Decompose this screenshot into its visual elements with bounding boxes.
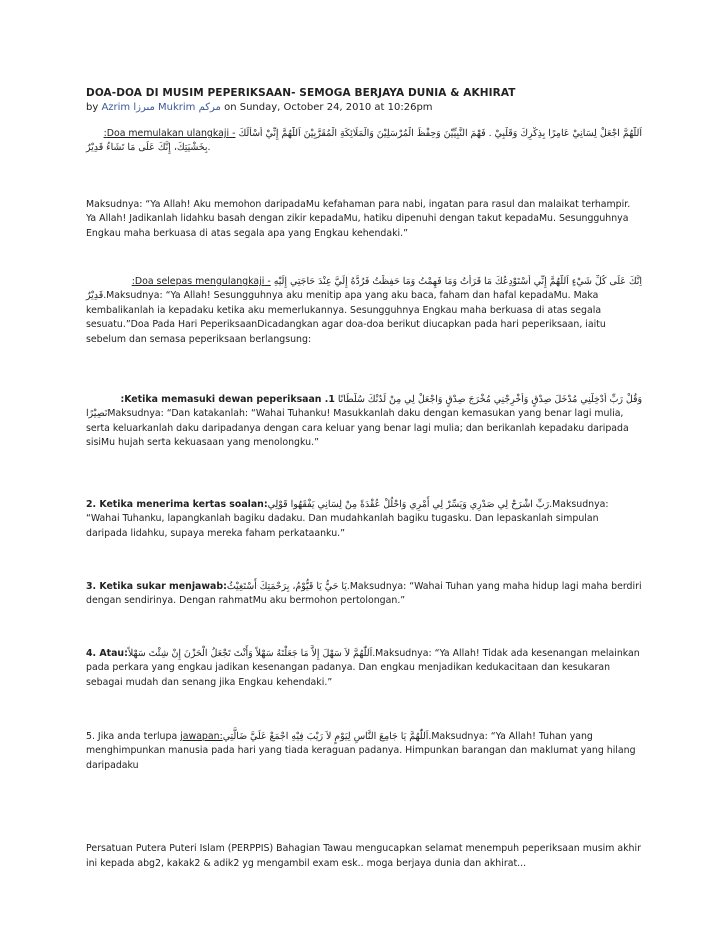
item-4-heading: 4. Atau: (86, 647, 128, 659)
meaning-text: Maksudnya: “Ya Allah! Sesungguhnya aku menitip apa yang aku baca, faham dan hafal kepadaMu. Maka kembalikanlah ia kepadaku ketika aku memerlukannya. Sesungguhnya Engkau maha berkuasa di atas segala sesuatu.”Doa Pada Hari PeperiksaanDicadangkan agar doa-doa berikut diucapkan pada hari peperiksaan, iaitu sebelum dan semasa peperiksaan berlangsung: (86, 290, 606, 345)
post-content (86, 86, 642, 871)
arabic-text: اَللّٰهُمَّ يَا جَامِعَ النَّاسِ لِيَوْمٍ لاَ رَيْبَ فِيْهِ اجْمَعْ عَلَيَّ ضَالَّتِي. (222, 730, 432, 742)
post-byline (86, 101, 642, 114)
doa-memulakan (86, 127, 642, 156)
doa-memulakan-arabic-line (86, 127, 642, 141)
meaning-text: Maksudnya: “Dan katakanlah: “Wahai Tuhanku! Masukkanlah daku dengan kemasukan yang benar lagi mulia, serta keluarkanlah daku daripadanya dengan cara keluar yang benar lagi mulia; dan berikanlah kepadaku daripada sisiMu hujah serta kekuasaan yang menolongku.” (86, 408, 629, 449)
byline-date: on Sunday, October 24, 2010 at 10:26pm (224, 102, 433, 113)
item-2 (86, 498, 642, 541)
post-title: DOA-DOA DI MUSIM PEPERIKSAAN- SEMOGA BERJAYA DUNIA & AKHIRAT (86, 87, 516, 99)
item-3 (86, 580, 642, 609)
item-4 (86, 647, 642, 690)
closing-message: Persatuan Putera Puteri Islam (PERPPIS) Bahagian Tawau mengucapkan selamat menempuh peperiksaan musim akhir ini kepada abg2, kakak2 & adik2 yg mengambil exam esk.. moga berjaya dunia dan akhirat... (86, 843, 641, 869)
item-1 (86, 393, 642, 451)
doa-memulakan-meaning: Maksudnya: “Ya Allah! Aku memohon daripadaMu kefahaman para nabi, ingatan para rasul dan malaikat terhampir. Ya Allah! Jadikanlah lidahku basah dengan zikir kepadaMu, hatiku dipenuhi dengan takut kepadaMu. Sesungguhnya Engkau maha berkuasa di atas segala apa yang Engkau kehendaki.” (86, 198, 631, 239)
meaning-text: Maksudnya: “Ya Allah! Tidak ada kesenangan melainkan pada perkara yang engkau jadikan kesenangan padanya. Dan engkau menjadikan kedukacitaan dan kesukaran sebagai mudah dan senang jika Engkau kehendaki.” (86, 647, 640, 688)
arabic-text: وَقُلْ رَبِّ أَدْخِلْنِي مُدْخَلَ صِدْقٍ وَأَخْرِجْنِي مُخْرَجَ صِدْقٍ وَاجْعَلْ لِي مِنْ لَدُنْكَ سُلْطَانًا (337, 394, 642, 406)
arabic-text: رَبِّ اشْرَحْ لِي صَدْرِي وَيَسِّرْ لِي أَمْرِي وَاحْلُلْ عُقْدَةً مِنْ لِسَانِي يَفْقَهُوا قَوْلِي. (267, 498, 553, 510)
arabic-text: قَدِيْرٌ. (86, 290, 107, 302)
author-link[interactable]: Azrim مىرزا Mukrim مرکم (101, 102, 221, 113)
doa-selepas-meaning (86, 289, 642, 347)
arabic-text: اَللّٰهُمَّ اجْعَلْ لِسَانِيْ عَامِرًا بِذِكْرِكَ وَقَلْبِيْ . فَهْمَ النَّبِيِّيْنَ وَحِفْظَ الْمُرْسَلِيْنَ وَالْمَلَائِكَةِ الْمُقَرَّبِيْنَ اَللّٰهُمَّ إِنِّيْ أَسْأَلُكَ (238, 128, 642, 139)
item-5-heading-keyword: jawapan: (180, 730, 223, 742)
item-5 (86, 730, 642, 773)
arabic-text: اَللّٰهُمَّ لاَ سَهْلَ إِلاَّ مَا جَعَلْتَهُ سَهْلاً وَأَنْتَ تَجْعَلُ الْحَزْنَ إِنْ شِئْتَ سَهْلاً. (127, 647, 376, 659)
item-1-heading: 1. Ketika memasuki dewan peperiksaan: (120, 394, 335, 406)
doa-memulakan-arabic-end: بِخَشْيَتِكَ، إِنَّكَ عَلَى مَا تَشَاءُ قَدِيْرٌ. (86, 142, 211, 154)
arabic-text: يَا حَيُّ يَا قَيُّوْمُ، بِرَحْمَتِكَ أَسْتَغِيْثُ. (226, 580, 350, 592)
item-1-line (86, 393, 642, 407)
item-1-meaning (86, 407, 642, 450)
doa-memulakan-label: - Doa memulakan ulangkaji: (103, 128, 236, 139)
doa-selepas-arabic-line (86, 275, 642, 289)
meaning-text: Maksudnya: “Ya Allah! Tuhan yang menghimpunkan manusia pada hari yang tiada keraguan padanya. Himpunkan barangan dan maklumat yang hilang daripadaku (86, 730, 636, 771)
meaning-text: Maksudnya: “Wahai Tuhan yang maha hidup lagi maha berdiri dengan sendirinya. Dengan rahmatMu aku bermohon pertolongan.” (86, 580, 642, 607)
item-5-heading: 5. Jika anda terlupa (86, 730, 181, 742)
item-3-heading: 3. Ketika sukar menjawab: (86, 580, 227, 592)
item-2-heading: 2. Ketika menerima kertas soalan: (86, 498, 268, 510)
byline-prefix: by (86, 102, 99, 113)
doa-selepas-label: - Doa selepas mengulangkaji: (131, 276, 271, 288)
arabic-text: نَصِيْرًا (86, 408, 108, 420)
arabic-text: اِنَّكَ عَلَى كُلِّ شَيْءٍ اَللّٰهُمَّ إِنِّي أَسْتَوْدِعُكَ مَا قَرَأْتُ وَمَا فَهِمْتُ وَمَا حَفِظْتُ فَرُدَّهُ إِلَيَّ عِنْدَ حَاجَتِي إِلَيْهِ (273, 276, 642, 288)
meaning-text: Maksudnya: “Wahai Tuhanku, lapangkanlah bagiku dadaku. Dan mudahkanlah bagiku tugasku. Dan lepaskanlah simpulan daripada lidahku, supaya mereka faham perkataanku.” (86, 498, 609, 539)
doa-selepas (86, 275, 642, 347)
